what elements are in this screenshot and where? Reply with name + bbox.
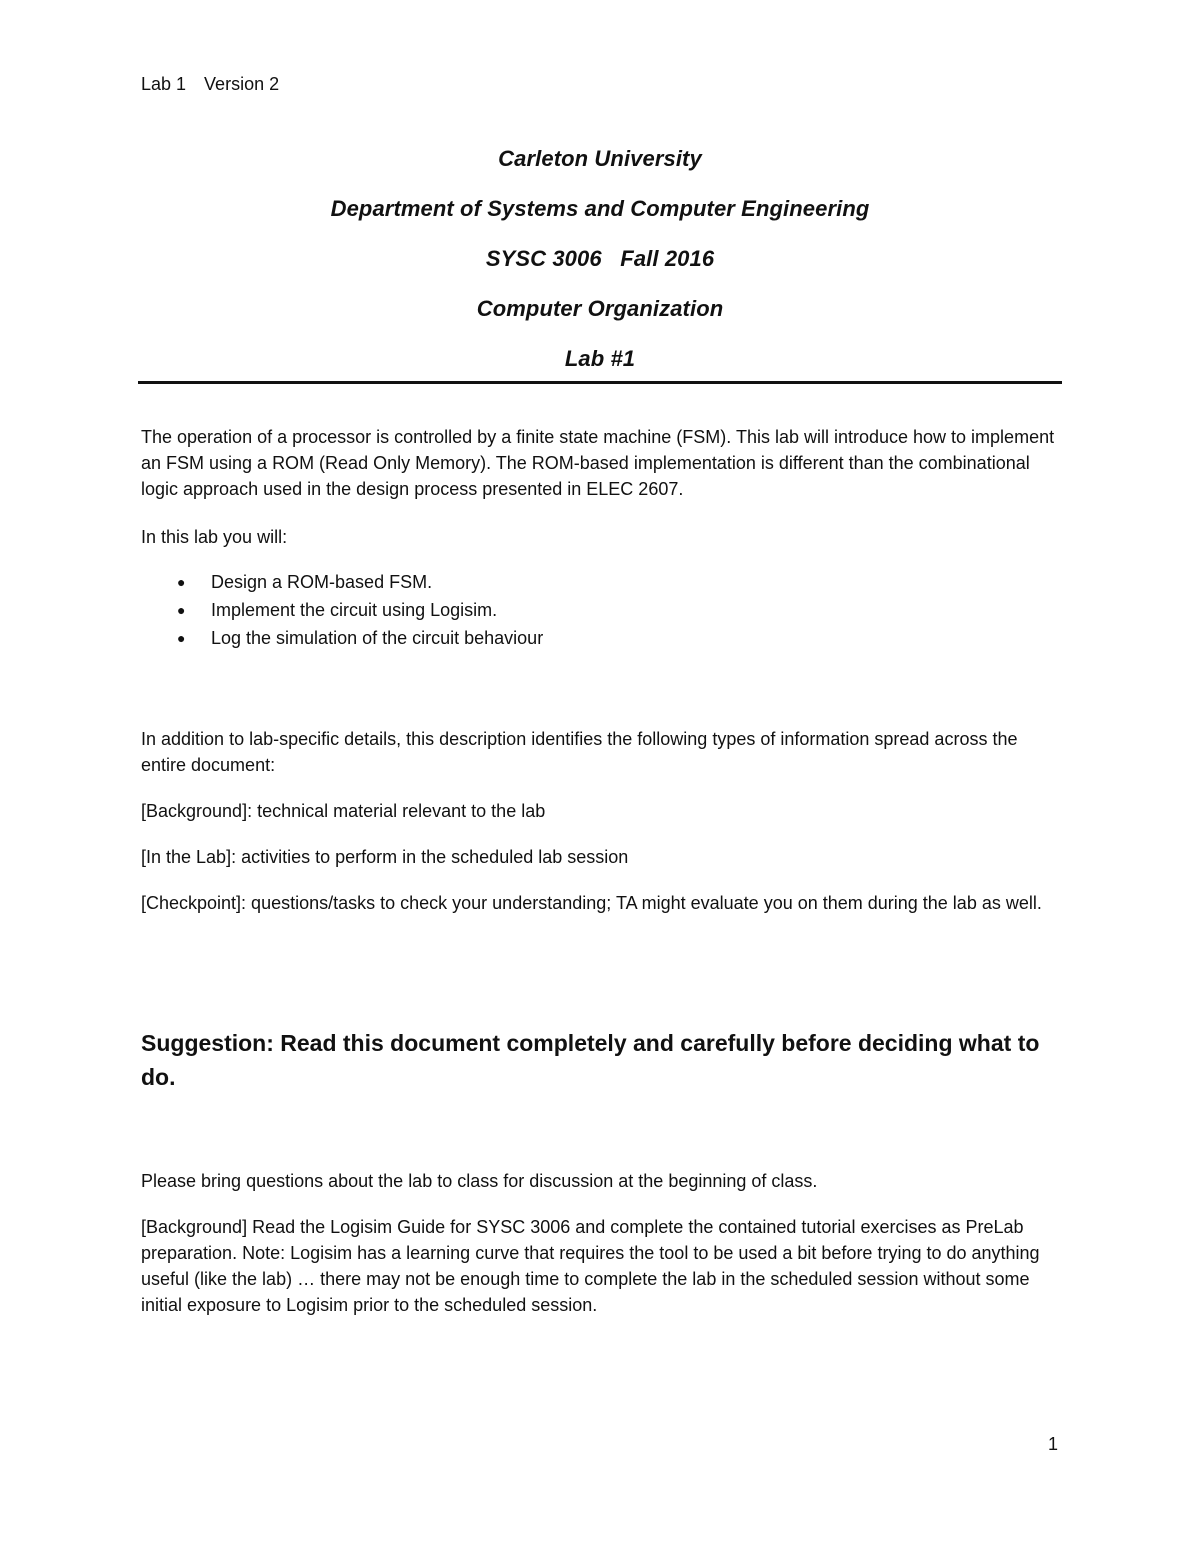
university-title: Carleton University (498, 146, 702, 171)
page-header (141, 72, 279, 96)
checkpoint-definition: [Checkpoint]: questions/tasks to check your understanding; TA might evaluate you on them during the lab as well. (141, 893, 1042, 913)
suggestion-heading: Suggestion: Read this document completely and carefully before deciding what to do. (141, 1030, 1040, 1090)
document-body (141, 424, 1061, 1318)
objectives-list (141, 568, 1061, 652)
department-title: Department of Systems and Computer Engineering (330, 196, 870, 221)
course-term-title: SYSC 3006 Fall 2016 (485, 246, 715, 271)
course-name-title: Computer Organization (476, 296, 724, 321)
list-item (141, 596, 1061, 624)
info-types-paragraph: In addition to lab-specific details, this description identifies the following types of information spread across the entire document: (141, 729, 1018, 775)
bullet-icon: ● (177, 630, 186, 646)
bullet-icon: ● (177, 574, 186, 590)
title-block (138, 145, 1062, 395)
bring-questions-paragraph: Please bring questions about the lab to class for discussion at the beginning of class. (141, 1171, 818, 1191)
lead-paragraph: In this lab you will: (141, 527, 288, 547)
list-item (141, 568, 1061, 596)
background-definition: [Background]: technical material relevant to the lab (141, 801, 546, 821)
header-lab-label: Lab 1 (141, 74, 187, 94)
list-item-text: Implement the circuit using Logisim. (211, 600, 498, 620)
list-item-text: Log the simulation of the circuit behaviour (211, 628, 544, 648)
intro-paragraph: The operation of a processor is controlled by a finite state machine (FSM). This lab will introduce how to implement an FSM using a ROM (Read Only Memory). The ROM-based implementation is different than the combinational logic approach used in the design process presented in ELEC 2607. (141, 427, 1055, 499)
header-version-label: Version 2 (204, 74, 280, 94)
title-divider (138, 381, 1062, 384)
bullet-icon: ● (177, 602, 186, 618)
background-note-paragraph: [Background] Read the Logisim Guide for SYSC 3006 and complete the contained tutorial exercises as PreLab preparation. Note: Logisim has a learning curve that requires the tool to be used a bit before trying to do anything useful (like the lab) … there may not be enough time to complete the lab in the scheduled session without some initial exposure to Logisim prior to the scheduled session. (141, 1217, 1040, 1315)
in-the-lab-definition: [In the Lab]: activities to perform in the scheduled lab session (141, 847, 629, 867)
page-number: 1 (1048, 1434, 1059, 1454)
list-item-text: Design a ROM-based FSM. (211, 572, 433, 592)
list-item (141, 624, 1061, 652)
lab-title: Lab #1 (564, 346, 636, 371)
